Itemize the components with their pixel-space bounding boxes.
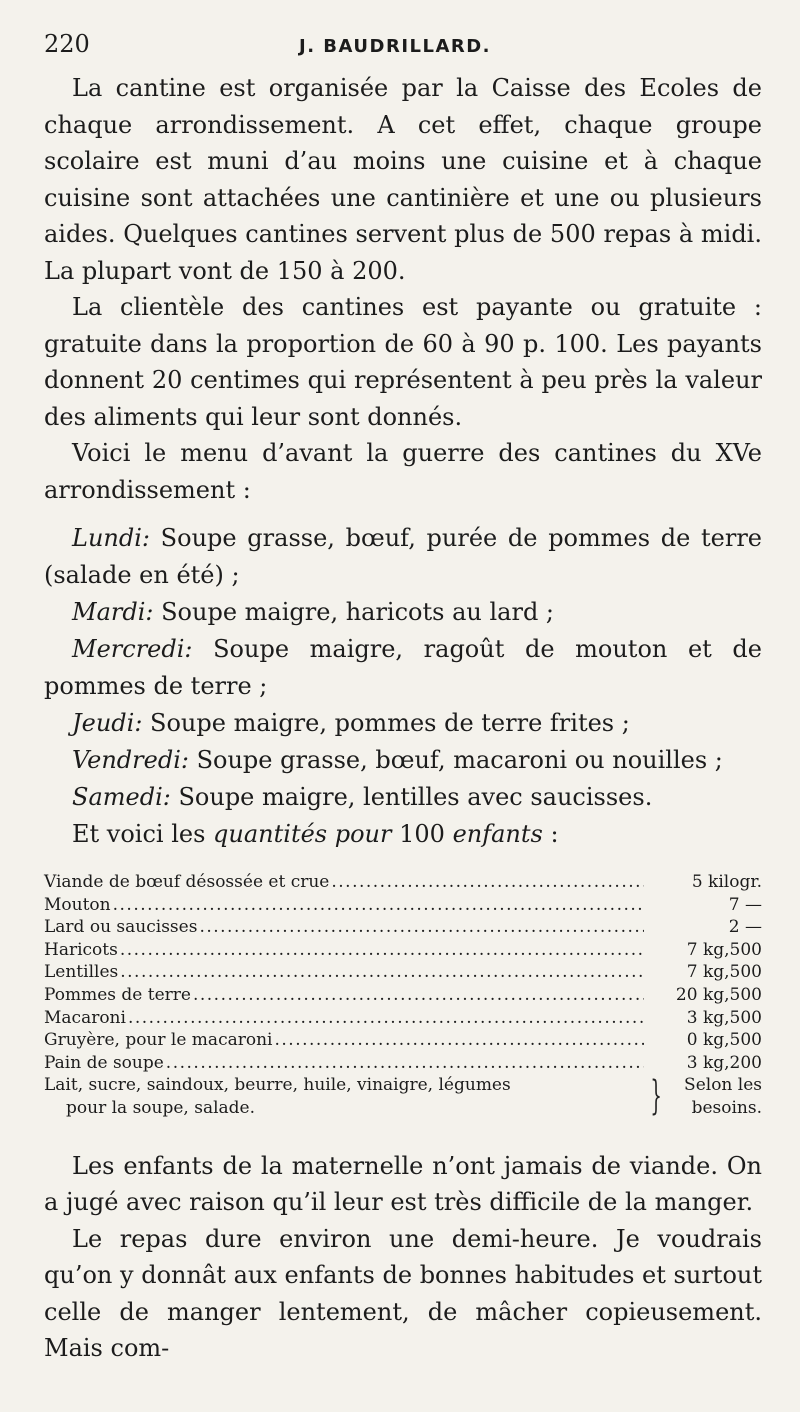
row-qty: 5 kilogr.	[691, 872, 762, 892]
row-item: Gruyère, pour le macaroni	[44, 1030, 273, 1051]
row-qty-continued: besoins.	[691, 1097, 762, 1118]
table-row	[44, 1052, 762, 1075]
table-row	[44, 1029, 762, 1052]
row-qty: Selon les	[684, 1075, 762, 1096]
row-item: Pain de soupe	[44, 1052, 164, 1073]
menu-item-samedi	[44, 779, 762, 816]
intro-italic: enfants	[452, 820, 543, 848]
table-row	[44, 871, 762, 894]
brace-symbol: }	[650, 1073, 662, 1120]
table-row	[44, 1007, 762, 1030]
menu-item-mercredi	[44, 631, 762, 705]
menu-day: Mercredi:	[72, 635, 193, 663]
menu-text: Soupe maigre, haricots au lard ;	[153, 598, 555, 626]
paragraph-repas: Le repas dure environ une demi-heure. Je voudrais qu’on y donnât aux enfants de bonnes habitudes et surtout celle de manger lentement, de mâcher copieusement. Mais com-	[44, 1224, 762, 1363]
row-qty: 20 kg,500	[675, 984, 762, 1005]
paragraph-menu-intro: Voici le menu d’avant la guerre des cantines du XVe arrondissement :	[44, 439, 762, 504]
intro-text: :	[542, 820, 559, 848]
page-number: 220	[44, 30, 90, 58]
table-row	[44, 894, 762, 917]
quantities-intro	[44, 816, 762, 853]
intro-number: 100	[391, 820, 453, 848]
menu-list	[44, 520, 762, 816]
row-item: Lait, sucre, saindoux, beurre, huile, vinaigre, légumes	[44, 1075, 511, 1096]
table-row-selon-besoins	[44, 1074, 762, 1119]
row-qty: 7 —	[728, 894, 762, 915]
menu-item-jeudi	[44, 705, 762, 742]
table-row	[44, 916, 762, 939]
menu-day: Lundi:	[72, 524, 150, 552]
menu-text: Soupe grasse, bœuf, purée de pommes de terre (salade en été) ;	[44, 524, 762, 589]
menu-text: Soupe maigre, pommes de terre frites ;	[142, 709, 630, 737]
intro-text: Et voici les	[72, 820, 214, 848]
paragraph-cantine-organisation: La cantine est organisée par la Caisse des Ecoles de chaque arrondissement. A cet effet, chaque groupe scolaire est muni d’au moins une cuisine et à chaque cuisine sont attachées une cantinière et une ou plusieurs aides. Quelques cantines servent plus de 500 repas à midi. La plupart vont de 150 à 200.	[44, 74, 762, 285]
menu-text: Soupe maigre, lentilles avec saucisses.	[170, 783, 653, 811]
menu-day: Jeudi:	[72, 709, 143, 737]
menu-item-mardi	[44, 594, 762, 631]
row-qty: 2 —	[728, 917, 762, 938]
running-head: J. BAUDRILLARD.	[299, 36, 492, 57]
row-qty: 7 kg,500	[686, 939, 762, 960]
row-qty: 3 kg,200	[686, 1052, 762, 1073]
menu-item-vendredi	[44, 742, 762, 779]
row-item: Macaroni	[44, 1007, 126, 1028]
menu-text: Soupe maigre, ragoût de mouton et de pommes de terre ;	[44, 635, 762, 700]
row-item: Lard ou saucisses	[44, 917, 198, 938]
table-row	[44, 939, 762, 962]
menu-day: Samedi:	[72, 783, 171, 811]
paragraph-clientele: La clientèle des cantines est payante ou gratuite : gratuite dans la proportion de 60 à 90 p. 100. Les payants donnent 20 centimes qui représentent à peu près la valeur des aliments qui leur sont donnés.	[44, 293, 762, 431]
table-row	[44, 984, 762, 1007]
page-header	[44, 30, 762, 70]
menu-text: Soupe grasse, bœuf, macaroni ou nouilles ;	[188, 746, 723, 774]
row-item: Viande de bœuf désossée et crue	[44, 872, 330, 892]
row-qty: 7 kg,500	[686, 962, 762, 983]
row-qty: 3 kg,500	[686, 1007, 762, 1028]
paragraph-maternelle: Les enfants de la maternelle n’ont jamais de viande. On a jugé avec raison qu’il leur est très difficile de la manger.	[44, 1151, 762, 1217]
row-item-continued: pour la soupe, salade.	[66, 1097, 256, 1118]
intro-italic: quantités pour	[213, 820, 392, 848]
menu-item-lundi	[44, 520, 762, 594]
menu-day: Mardi:	[72, 598, 154, 626]
row-item: Haricots	[44, 939, 118, 960]
row-qty: 0 kg,500	[686, 1030, 762, 1051]
menu-day: Vendredi:	[72, 746, 189, 774]
row-item: Mouton	[44, 894, 111, 915]
table-row	[44, 961, 762, 984]
quantities-table	[44, 871, 762, 1120]
row-item: Pommes de terre	[44, 984, 191, 1005]
row-item: Lentilles	[44, 962, 119, 983]
